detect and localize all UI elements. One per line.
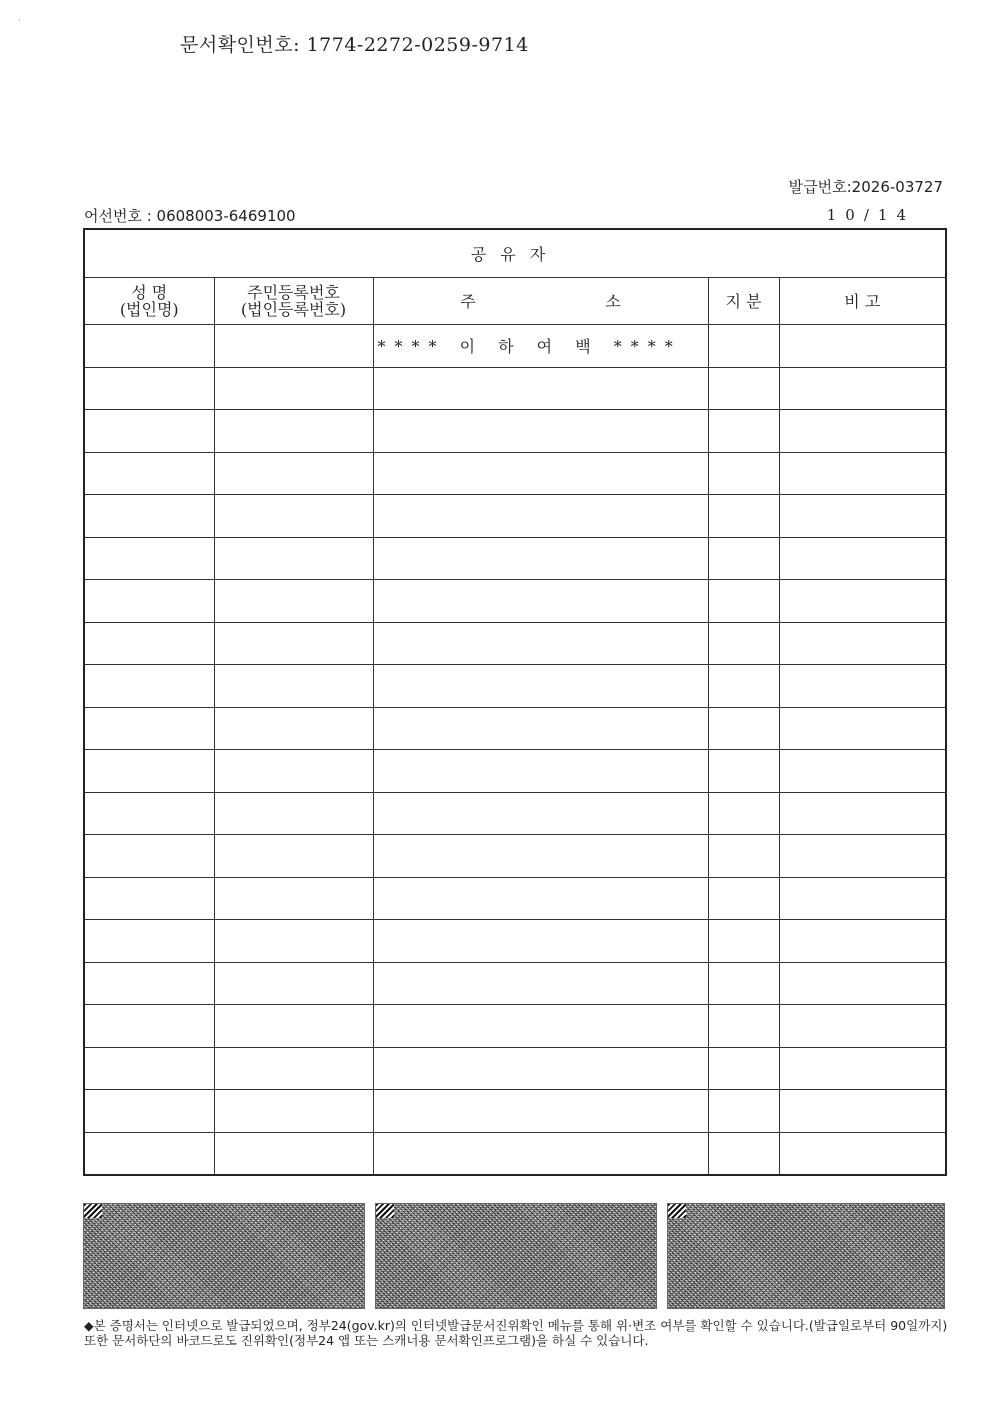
issue-number: 발급번호:2026-03727 [788,178,943,196]
cell-remarks [779,835,946,878]
cell-registration [214,707,373,750]
cell-registration [214,750,373,793]
cell-remarks [779,1090,946,1133]
cell-share [708,707,779,750]
table-row [84,410,946,453]
cell-address [373,367,708,410]
cell-remarks [779,495,946,538]
cell-address [373,665,708,708]
cell-address-end-marker: **** 이 하 여 백 **** [373,325,708,368]
cell-address [373,877,708,920]
table-row [84,495,946,538]
table-row [84,580,946,623]
cell-share [708,920,779,963]
cell-share [708,537,779,580]
cell-address [373,920,708,963]
cell-remarks [779,920,946,963]
cell-registration [214,622,373,665]
header-name-line2: (법인명) [119,300,179,319]
table-row [84,622,946,665]
barcode-strip [83,1203,945,1307]
cell-address [373,1005,708,1048]
cell-registration [214,835,373,878]
cell-remarks [779,792,946,835]
cell-registration [214,1132,373,1175]
cell-share [708,452,779,495]
header-address-part1: 주 [460,291,476,311]
cell-name [84,877,214,920]
cell-registration [214,962,373,1005]
cell-registration [214,1090,373,1133]
cell-name [84,622,214,665]
cell-address [373,452,708,495]
cell-share [708,495,779,538]
cell-remarks [779,537,946,580]
document-confirmation-number: 문서확인번호: 1774-2272-0259-9714 [180,34,529,56]
table-row [84,792,946,835]
cell-remarks [779,707,946,750]
cell-name [84,1132,214,1175]
cell-registration [214,792,373,835]
cell-remarks [779,325,946,368]
cell-address [373,537,708,580]
cell-share [708,367,779,410]
cell-address [373,1047,708,1090]
cell-address [373,580,708,623]
cell-share [708,325,779,368]
cell-name [84,962,214,1005]
cell-remarks [779,622,946,665]
cell-name [84,1090,214,1133]
cell-registration [214,580,373,623]
cell-remarks [779,877,946,920]
cell-share [708,792,779,835]
cell-registration [214,537,373,580]
cell-name [84,750,214,793]
table-row [84,877,946,920]
header-address [373,278,708,325]
cell-share [708,962,779,1005]
cell-share [708,1005,779,1048]
table-row [84,1132,946,1175]
header-remarks: 비 고 [779,278,946,325]
table-row [84,325,946,368]
cell-share [708,580,779,623]
cell-name [84,920,214,963]
cell-address [373,835,708,878]
cell-share [708,410,779,453]
table-row [84,750,946,793]
vessel-number: 어선번호 : 0608003-6469100 [84,207,296,225]
cell-registration [214,495,373,538]
cell-address [373,707,708,750]
barcode-image [375,1203,657,1309]
cell-name [84,325,214,368]
table-title: 공유자 [84,229,946,278]
header-share: 지 분 [708,278,779,325]
cell-name [84,707,214,750]
header-registration-number [214,278,373,325]
cell-address [373,622,708,665]
cell-registration [214,665,373,708]
cell-registration [214,1005,373,1048]
table-row [84,665,946,708]
verification-notice: ◆본 증명서는 인터넷으로 발급되었으며, 정부24(gov.kr)의 인터넷발급문서진위확인 메뉴를 통해 위·변조 여부를 확인할 수 있습니다.(발급일로부터 90일까지) 또한 문서하단의 바코드로도 진위확인(정부24 앱 또는 스캐너용 문서확인프로그램)을 하실 수 있습니다. [84,1318,948,1348]
cell-share [708,877,779,920]
cell-name [84,1005,214,1048]
barcode-corner-icon [668,1204,686,1218]
cell-registration [214,452,373,495]
cell-address [373,962,708,1005]
co-owners-table [83,228,947,1176]
cell-remarks [779,962,946,1005]
header-name-line1: 성 명 [131,283,168,302]
barcode-image [667,1203,945,1309]
table-row [84,1047,946,1090]
table-row [84,1005,946,1048]
cell-address [373,792,708,835]
cell-name [84,792,214,835]
cell-remarks [779,367,946,410]
cell-name [84,410,214,453]
cell-name [84,1047,214,1090]
cell-address [373,1090,708,1133]
cell-name [84,835,214,878]
cell-address [373,495,708,538]
cell-share [708,622,779,665]
cell-name [84,452,214,495]
header-registration-line2: (법인등록번호) [240,300,347,319]
cell-name [84,367,214,410]
empty-rows [84,367,946,1175]
cell-remarks [779,665,946,708]
cell-remarks [779,410,946,453]
cell-address [373,750,708,793]
header-registration-line1: 주민등록번호 [247,283,340,302]
cell-registration [214,410,373,453]
cell-registration [214,367,373,410]
cell-remarks [779,750,946,793]
cell-share [708,1132,779,1175]
barcode-corner-icon [376,1204,394,1218]
cell-remarks [779,452,946,495]
table-row [84,537,946,580]
barcode-image [83,1203,365,1309]
cell-registration [214,877,373,920]
cell-remarks [779,580,946,623]
cell-remarks [779,1047,946,1090]
header-name [84,278,214,325]
corner-mark: · [18,16,21,26]
cell-name [84,665,214,708]
table-row [84,452,946,495]
cell-share [708,1090,779,1133]
table-row [84,962,946,1005]
cell-share [708,750,779,793]
table-row [84,367,946,410]
cell-remarks [779,1005,946,1048]
cell-share [708,665,779,708]
cell-name [84,580,214,623]
cell-share [708,835,779,878]
cell-registration [214,1047,373,1090]
barcode-corner-icon [84,1204,102,1218]
header-address-part2: 소 [605,291,621,311]
cell-registration [214,325,373,368]
table-row [84,835,946,878]
cell-registration [214,920,373,963]
table-row [84,707,946,750]
table-row [84,920,946,963]
cell-name [84,495,214,538]
table-row [84,1090,946,1133]
cell-address [373,1132,708,1175]
cell-remarks [779,1132,946,1175]
cell-name [84,537,214,580]
page-number: 10/14 [826,206,915,224]
cell-share [708,1047,779,1090]
cell-address [373,410,708,453]
